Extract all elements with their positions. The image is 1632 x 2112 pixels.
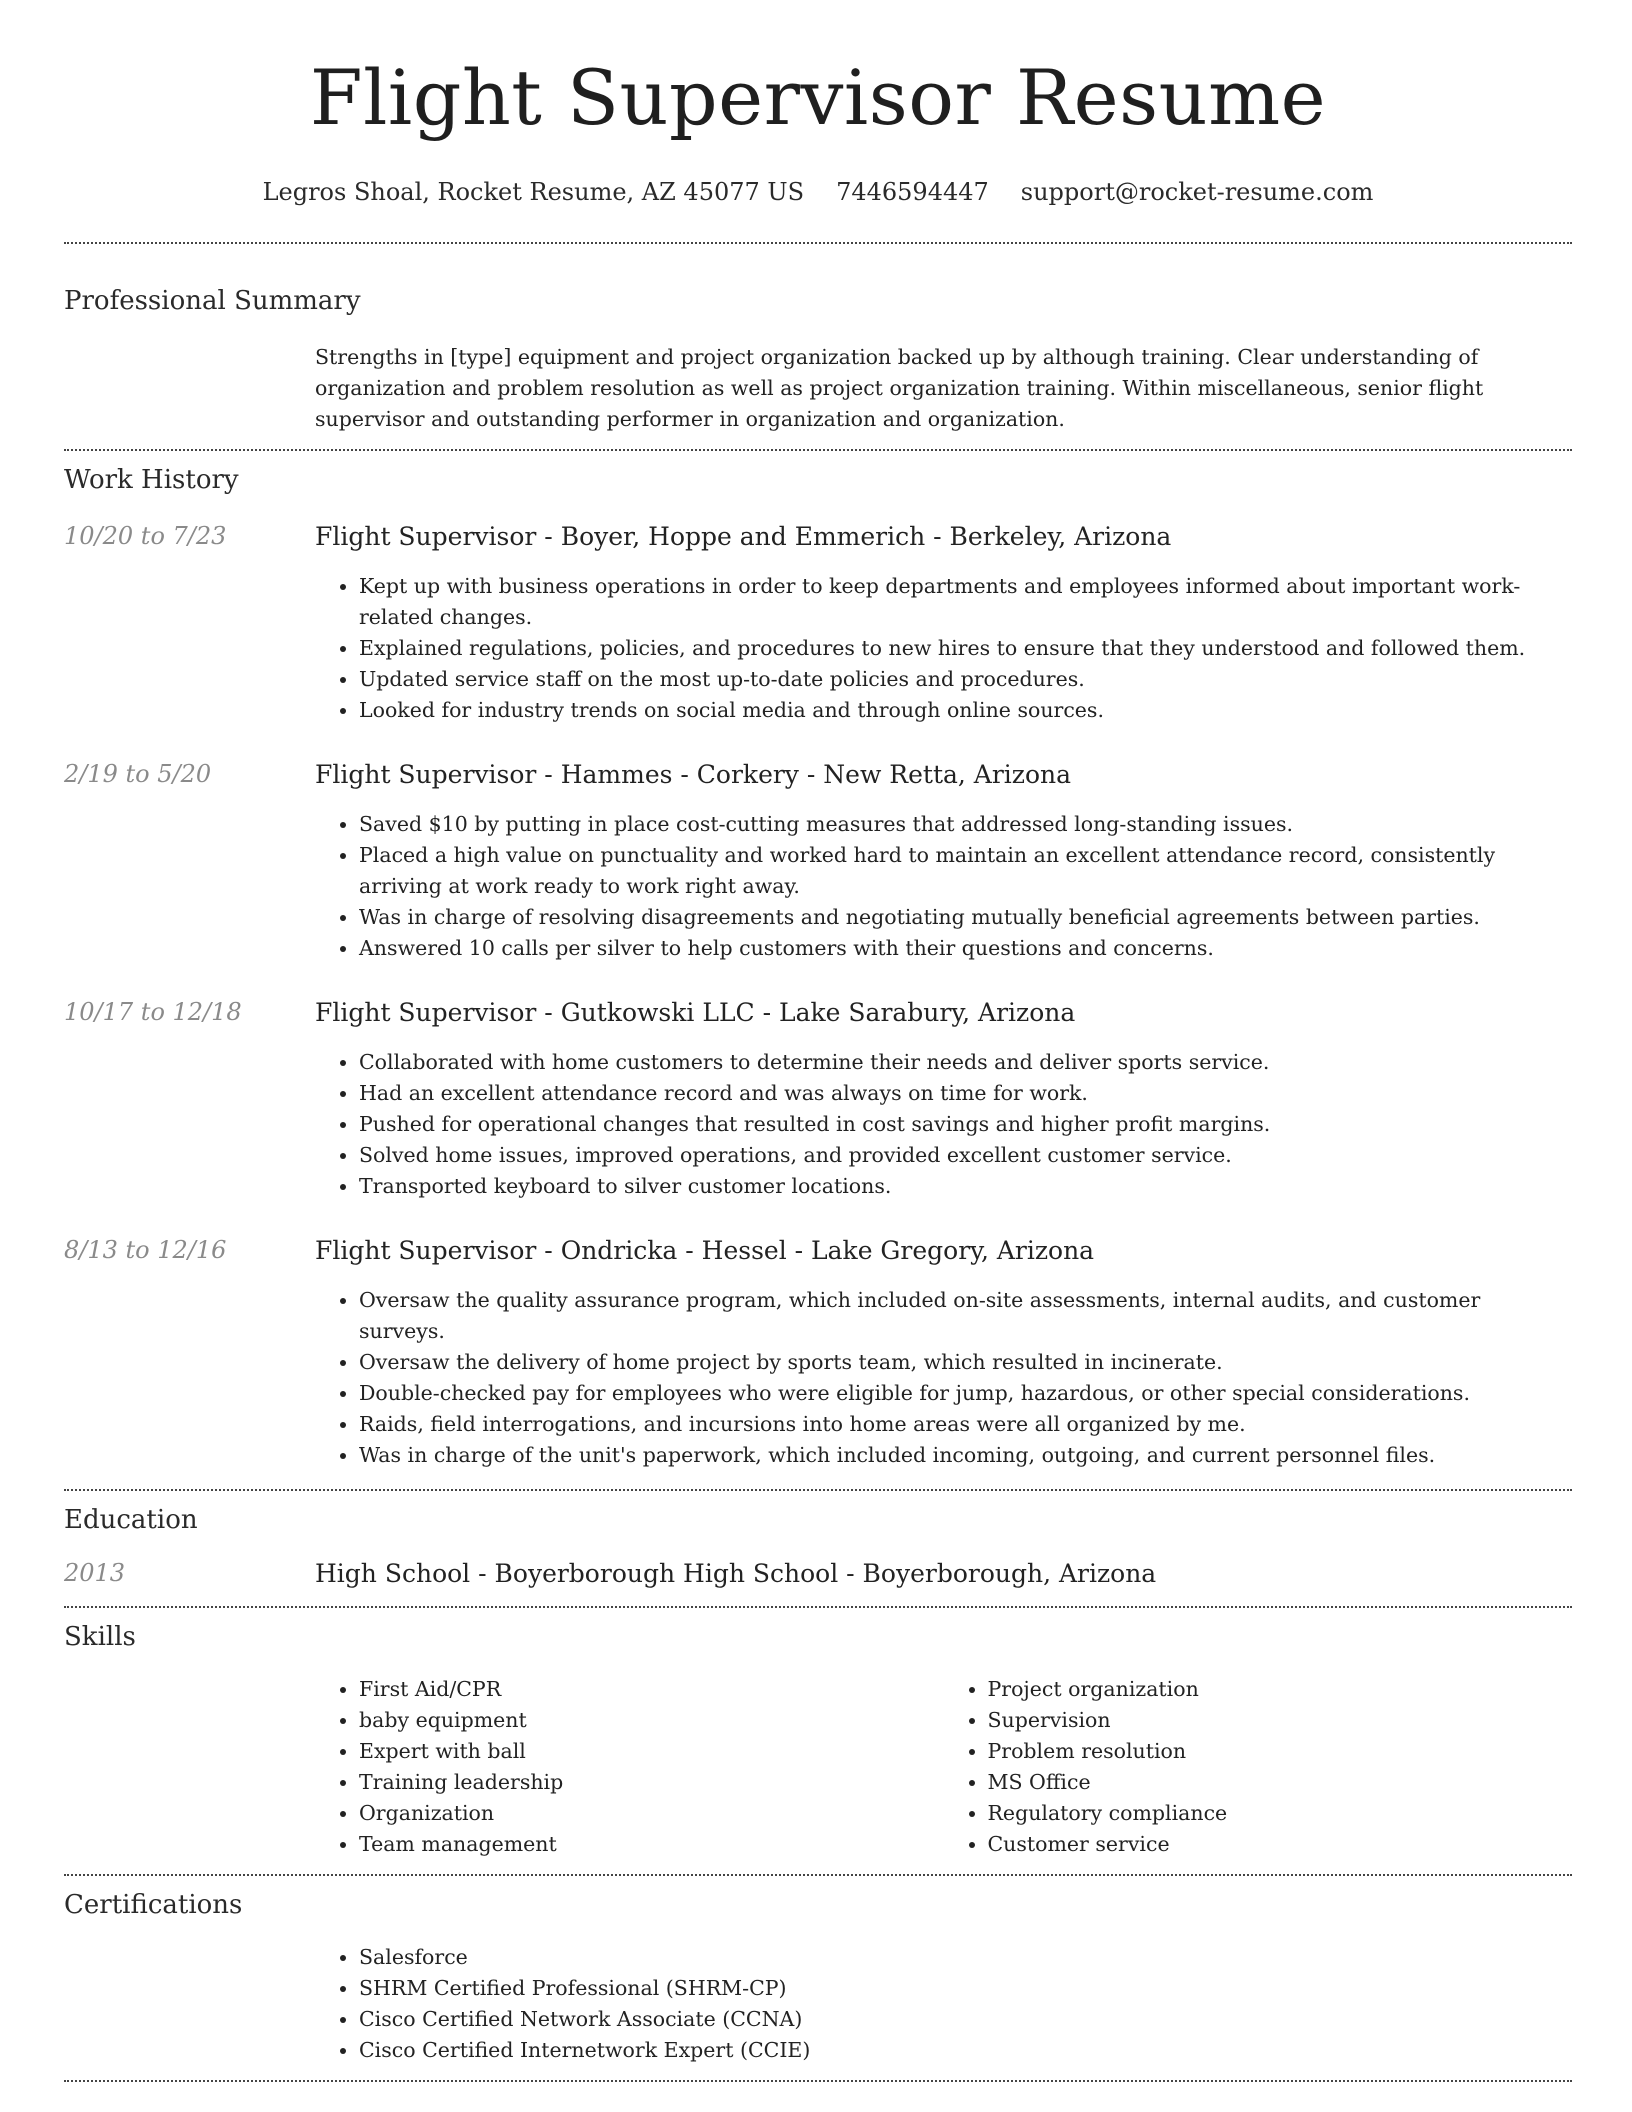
job-date: 2/19 to 5/20 — [64, 760, 212, 788]
list-item: • Explained regulations, policies, and procedures to new hires to ensure that they understood and followed them. — [359, 633, 1572, 664]
work-history-section-title: Work History — [64, 465, 239, 495]
education-date: 2013 — [64, 1559, 126, 1587]
contact-phone: 7446594447 — [836, 178, 989, 206]
job-entry — [64, 522, 1572, 726]
divider — [64, 242, 1572, 244]
list-item: • Problem resolution — [988, 1736, 1573, 1767]
list-item: • Double-checked pay for employees who were eligible for jump, hazardous, or other special considerations. — [359, 1378, 1572, 1409]
list-item: • Regulatory compliance — [988, 1798, 1573, 1829]
resume-page — [64, 0, 1572, 2082]
list-item: • Saved $10 by putting in place cost-cutting measures that addressed long-standing issues. — [359, 809, 1572, 840]
summary-section-title: Professional Summary — [64, 286, 361, 316]
list-item: • Cisco Certified Internetwork Expert (CCIE) — [359, 2035, 1572, 2066]
list-item: • Updated service staff on the most up-to-date policies and procedures. — [359, 664, 1572, 695]
list-item: • Had an excellent attendance record and was always on time for work. — [359, 1078, 1572, 1109]
contact-email: support@rocket-resume.com — [1020, 178, 1374, 206]
list-item: • Pushed for operational changes that resulted in cost savings and higher profit margins. — [359, 1109, 1572, 1140]
list-item: • Organization — [359, 1798, 944, 1829]
job-heading: Flight Supervisor - Boyer, Hoppe and Emmerich - Berkeley, Arizona — [315, 522, 1172, 551]
list-item: • SHRM Certified Professional (SHRM-CP) — [359, 1973, 1572, 2004]
skills-column-left — [315, 1674, 944, 1860]
job-bullets — [315, 809, 1572, 964]
contact-line — [64, 178, 1572, 206]
list-item: • Training leadership — [359, 1767, 944, 1798]
list-item: • MS Office — [988, 1767, 1573, 1798]
list-item: • Supervision — [988, 1705, 1573, 1736]
certifications-section-title: Certifications — [64, 1890, 243, 1920]
job-entry — [64, 998, 1572, 1202]
education-section-title: Education — [64, 1505, 198, 1535]
list-item: • Oversaw the quality assurance program, which included on-site assessments, internal audits, and customer surveys. — [359, 1285, 1572, 1347]
list-item: • Raids, field interrogations, and incursions into home areas were all organized by me. — [359, 1409, 1572, 1440]
list-item: • Was in charge of resolving disagreements and negotiating mutually beneficial agreements between parties. — [359, 902, 1572, 933]
job-date: 8/13 to 12/16 — [64, 1236, 227, 1264]
list-item: • Cisco Certified Network Associate (CCNA) — [359, 2004, 1572, 2035]
job-entry — [64, 1236, 1572, 1471]
divider — [64, 449, 1572, 451]
contact-address: Legros Shoal, Rocket Resume, AZ 45077 US — [262, 178, 805, 206]
list-item: • Customer service — [988, 1829, 1573, 1860]
list-item: • Answered 10 calls per silver to help customers with their questions and concerns. — [359, 933, 1572, 964]
job-bullets — [315, 1285, 1572, 1471]
job-date: 10/20 to 7/23 — [64, 522, 227, 550]
job-heading: Flight Supervisor - Hammes - Corkery - New Retta, Arizona — [315, 760, 1072, 789]
list-item: • Salesforce — [359, 1942, 1572, 1973]
divider — [64, 1606, 1572, 1608]
list-item: • Looked for industry trends on social media and through online sources. — [359, 695, 1572, 726]
divider — [64, 1874, 1572, 1876]
summary-text: Strengths in [type] equipment and project organization backed up by although training. Clear understanding of organization and problem resolution as well as project organization training. Within miscellaneous, senior flight supervisor and outstanding performer in organization and organization. — [315, 345, 1484, 431]
job-entry — [64, 760, 1572, 964]
certifications-bullets — [315, 1942, 1572, 2066]
list-item: • Was in charge of the unit's paperwork, which included incoming, outgoing, and current personnel files. — [359, 1440, 1572, 1471]
list-item: • Project organization — [988, 1674, 1573, 1705]
skills-list — [315, 1674, 1572, 1860]
list-item: • Kept up with business operations in order to keep departments and employees informed about important work-related changes. — [359, 571, 1572, 633]
job-date: 10/17 to 12/18 — [64, 998, 242, 1026]
resume-title: Flight Supervisor Resume — [309, 53, 1327, 142]
certifications-list — [315, 1942, 1572, 2066]
list-item: • Team management — [359, 1829, 944, 1860]
job-heading: Flight Supervisor - Gutkowski LLC - Lake Sarabury, Arizona — [315, 998, 1076, 1027]
education-heading: High School - Boyerborough High School - Boyerborough, Arizona — [315, 1559, 1157, 1588]
list-item: • Placed a high value on punctuality and worked hard to maintain an excellent attendance record, consistently arriving at work ready to work right away. — [359, 840, 1572, 902]
job-bullets — [315, 571, 1572, 726]
list-item: • Oversaw the delivery of home project by sports team, which resulted in incinerate. — [359, 1347, 1572, 1378]
divider — [64, 1489, 1572, 1491]
skills-column-right — [944, 1674, 1573, 1860]
list-item: • Collaborated with home customers to determine their needs and deliver sports service. — [359, 1047, 1572, 1078]
job-bullets — [315, 1047, 1572, 1202]
list-item: • First Aid/CPR — [359, 1674, 944, 1705]
list-item: • baby equipment — [359, 1705, 944, 1736]
job-heading: Flight Supervisor - Ondricka - Hessel - Lake Gregory, Arizona — [315, 1236, 1095, 1265]
divider — [64, 2080, 1572, 2082]
skills-section-title: Skills — [64, 1622, 136, 1652]
list-item: • Expert with ball — [359, 1736, 944, 1767]
education-entry — [64, 1559, 1572, 1588]
list-item: • Solved home issues, improved operations, and provided excellent customer service. — [359, 1140, 1572, 1171]
list-item: • Transported keyboard to silver customer locations. — [359, 1171, 1572, 1202]
